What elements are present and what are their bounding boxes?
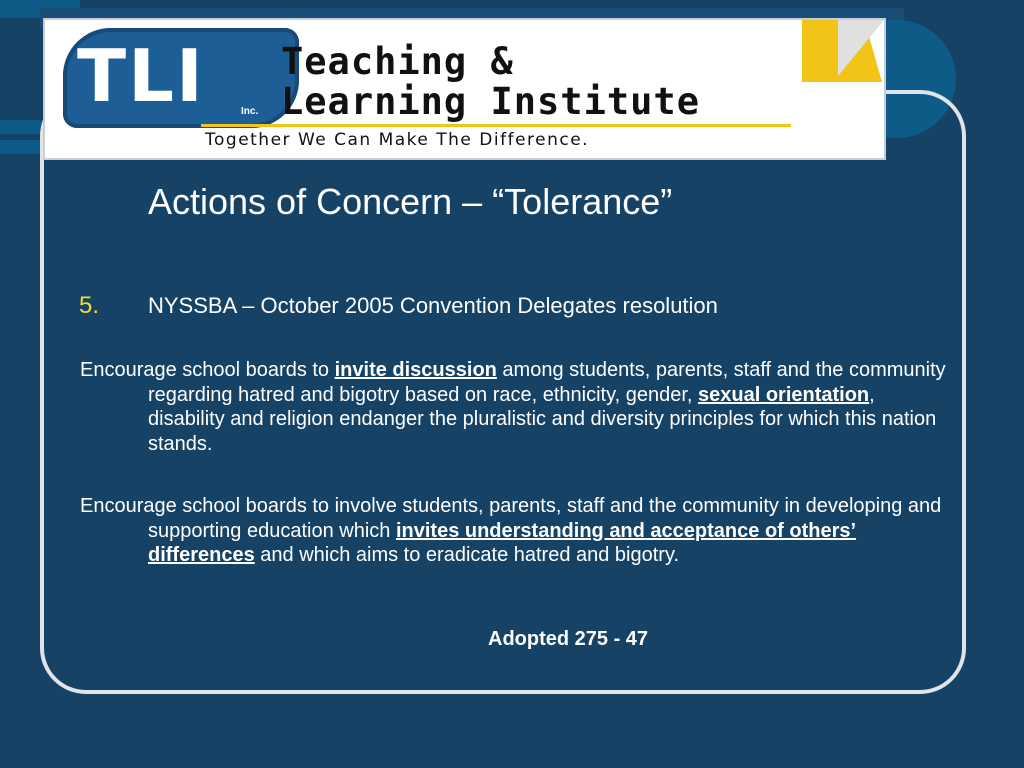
slide-title: Actions of Concern – “Tolerance” xyxy=(148,181,673,222)
decorative-bar xyxy=(0,140,44,154)
logo-title-line2: Learning Institute xyxy=(281,80,700,123)
paragraph-text: , disability and religion endanger the pluralistic and diversity principles for which this nation stands. xyxy=(148,383,937,455)
logo-title-line1: Teaching & xyxy=(281,40,514,83)
emphasis-invites-understanding: invites understanding and acceptance of others’ differences xyxy=(148,519,857,566)
paragraph-text: Encourage school boards to xyxy=(80,359,335,381)
tli-logo-text: TLI xyxy=(77,34,205,118)
paragraph-text: among students, parents, staff and the community regarding hatred and bigotry based on race, ethnicity, gender, xyxy=(148,359,946,406)
list-number: 5. xyxy=(79,292,100,319)
emphasis-invite-discussion: invite discussion xyxy=(334,359,497,381)
tli-logo-inc: Inc. xyxy=(241,106,259,117)
tli-logo-badge xyxy=(63,28,299,128)
resolution-paragraph-2 xyxy=(80,494,950,568)
logo-divider xyxy=(201,124,791,127)
logo-banner xyxy=(43,18,886,160)
list-item-text: NYSSBA – October 2005 Convention Delegates resolution xyxy=(148,293,718,318)
logo-tagline: Together We Can Make The Difference. xyxy=(205,130,590,150)
paragraph-text: and which aims to eradicate hatred and bigotry. xyxy=(254,544,680,566)
resolution-paragraph-1 xyxy=(80,358,950,456)
decorative-bar xyxy=(0,120,44,134)
paragraph-text: Encourage school boards to involve students, parents, staff and the community in developing and supporting education which xyxy=(80,495,942,542)
adopted-vote-count: Adopted 275 - 47 xyxy=(488,628,649,650)
page-fold-shadow xyxy=(838,20,884,76)
emphasis-sexual-orientation: sexual orientation xyxy=(698,383,870,406)
